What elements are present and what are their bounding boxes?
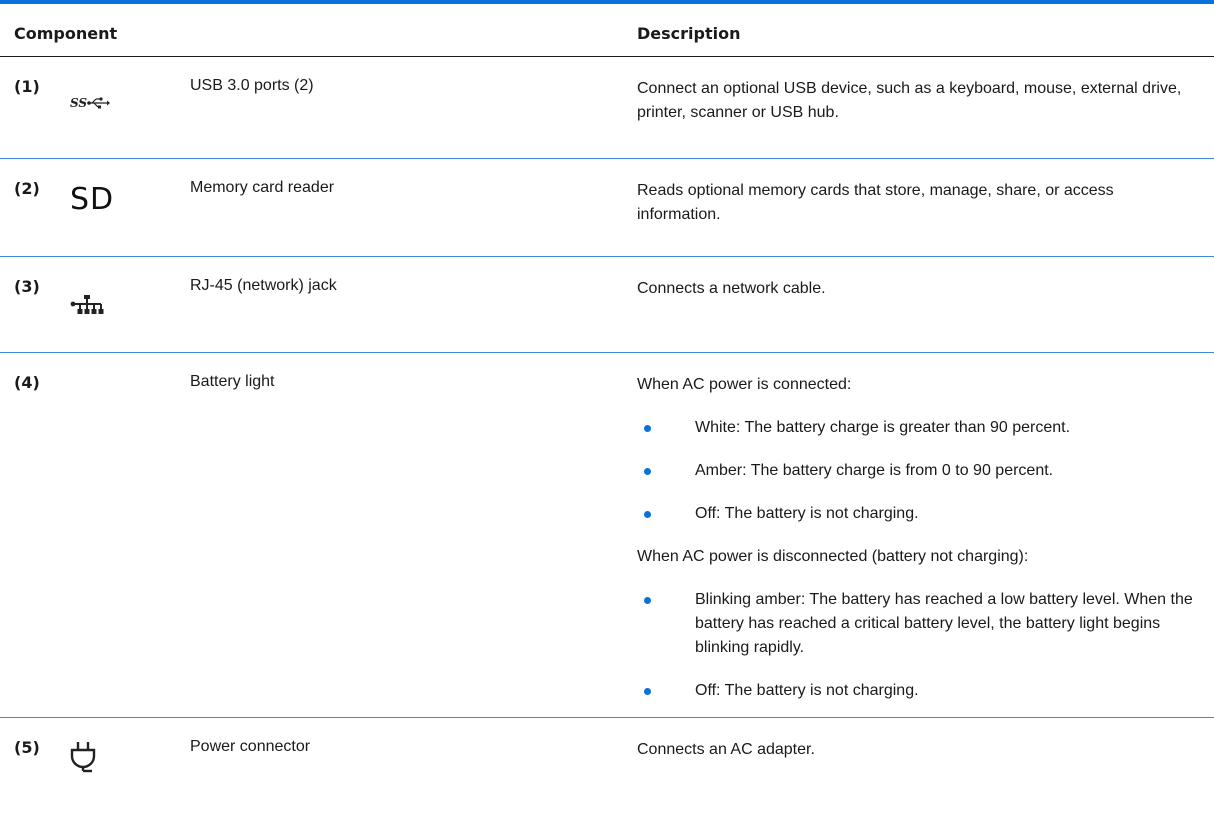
component-name: Memory card reader bbox=[190, 179, 335, 196]
component-description bbox=[637, 179, 1197, 246]
list-item-text: Off: The battery is not charging. bbox=[695, 505, 919, 522]
component-description bbox=[637, 738, 1197, 781]
power-plug-icon bbox=[70, 736, 130, 780]
list-item-text: Amber: The battery charge is from 0 to 90 percent. bbox=[695, 462, 1054, 479]
list-item bbox=[637, 502, 1197, 526]
row-number: (5) bbox=[14, 738, 40, 757]
list-item-text: White: The battery charge is greater than 90 percent. bbox=[695, 419, 1071, 436]
list-item-text: Off: The battery is not charging. bbox=[695, 682, 919, 699]
description-text: Connect an optional USB device, such as a keyboard, mouse, external drive, printer, scanner or USB hub. bbox=[637, 80, 1182, 121]
bullet-icon bbox=[644, 597, 651, 604]
bullet-icon bbox=[644, 468, 651, 475]
bullet-icon bbox=[644, 511, 651, 518]
list-item bbox=[637, 588, 1197, 660]
component-name: Power connector bbox=[190, 738, 311, 755]
component-name: RJ-45 (network) jack bbox=[190, 277, 337, 294]
component-description bbox=[637, 77, 1197, 144]
component-description bbox=[637, 373, 1197, 722]
column-header-component: Component bbox=[14, 24, 118, 43]
table-row bbox=[0, 718, 1214, 828]
table-row bbox=[0, 257, 1214, 353]
list-item bbox=[637, 679, 1197, 703]
row-number: (2) bbox=[14, 179, 40, 198]
sd-card-icon bbox=[70, 177, 130, 221]
bullet-icon bbox=[644, 425, 651, 432]
bullet-icon bbox=[644, 688, 651, 695]
description-intro-connected: When AC power is connected: bbox=[637, 376, 852, 393]
component-name: USB 3.0 ports (2) bbox=[190, 77, 314, 94]
table-row bbox=[0, 159, 1214, 257]
column-header-description: Description bbox=[637, 24, 741, 43]
table-row bbox=[0, 57, 1214, 159]
component-name: Battery light bbox=[190, 373, 275, 390]
row-number: (3) bbox=[14, 277, 40, 296]
row-number: (4) bbox=[14, 373, 40, 392]
component-description bbox=[637, 277, 1197, 320]
description-text: Connects an AC adapter. bbox=[637, 741, 815, 758]
description-text: Reads optional memory cards that store, manage, share, or access information. bbox=[637, 182, 1114, 223]
table-row bbox=[0, 353, 1214, 718]
list-item bbox=[637, 416, 1197, 440]
row-number: (1) bbox=[14, 77, 40, 96]
list-item-text: Blinking amber: The battery has reached a low battery level. When the battery has reached a critical battery level, the battery light begins blinking rapidly. bbox=[695, 591, 1193, 656]
svg-text:SS: SS bbox=[70, 96, 88, 110]
network-jack-icon bbox=[70, 283, 130, 327]
description-text: Connects a network cable. bbox=[637, 280, 826, 297]
description-intro-disconnected: When AC power is disconnected (battery not charging): bbox=[637, 548, 1029, 565]
usb-superspeed-icon bbox=[70, 81, 130, 125]
table-header-row bbox=[0, 4, 1214, 57]
list-item bbox=[637, 459, 1197, 483]
sd-card-icon-label: SD bbox=[70, 181, 115, 217]
